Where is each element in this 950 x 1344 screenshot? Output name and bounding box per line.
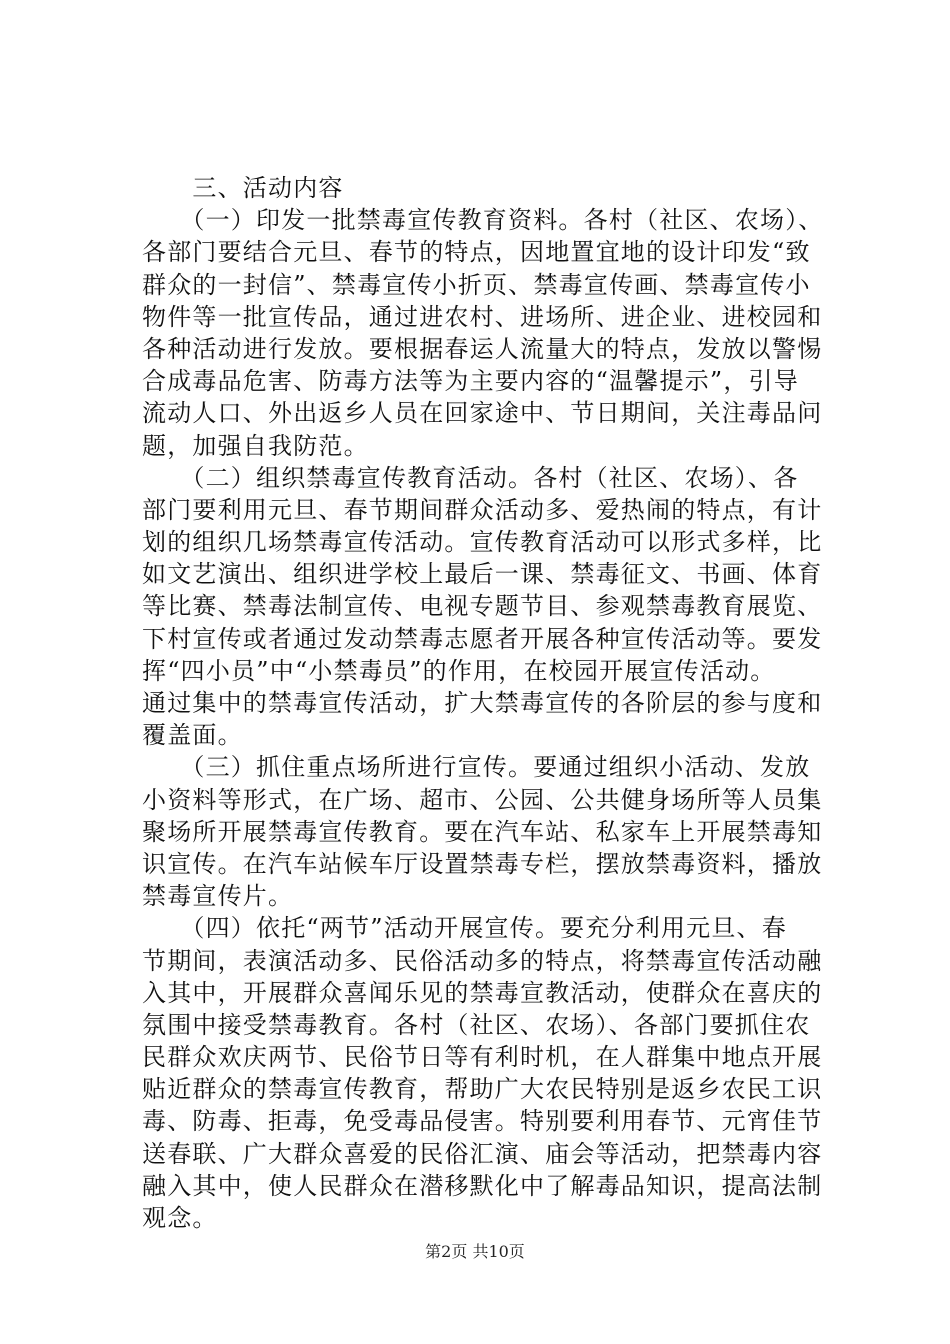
- paragraph-1-first-line: （一）印发一批禁毒宣传教育资料。各村（社区、农场）、: [142, 206, 824, 235]
- paragraph-2-line: 下村宣传或者通过发动禁毒志愿者开展各种宣传活动等。要发: [142, 624, 823, 653]
- paragraph-3-first-line: （三）抓住重点场所进行宣传。要通过组织小活动、发放: [142, 753, 811, 782]
- page-number-footer: 第2页 共10页: [425, 1242, 525, 1261]
- paragraph-2-first-line: （二）组织禁毒宣传教育活动。各村（社区、农场）、各: [142, 463, 799, 492]
- paragraph-2-line: 等比赛、禁毒法制宣传、电视专题节目、参观禁毒教育展览、: [142, 592, 823, 621]
- paragraph-1-line: 物件等一批宣传品，通过进农村、进场所、进企业、进校园和: [142, 302, 823, 331]
- paragraph-3-line: 小资料等形式，在广场、超市、公园、公共健身场所等人员集: [142, 785, 823, 814]
- paragraph-4-line: 送春联、广大群众喜爱的民俗汇演、庙会等活动，把禁毒内容: [142, 1139, 823, 1168]
- paragraph-1-line: 各部门要结合元旦、春节的特点，因地置宜地的设计印发“致: [142, 238, 811, 267]
- paragraph-4-line: 贴近群众的禁毒宣传教育，帮助广大农民特别是返乡农民工识: [142, 1075, 823, 1104]
- paragraph-1-last-line: 题，加强自我防范。: [142, 431, 369, 460]
- paragraph-4-first-line: （四）依托“两节”活动开展宣传。要充分利用元旦、春: [142, 914, 787, 943]
- paragraph-4-line: 氛围中接受禁毒教育。各村（社区、农场）、各部门要抓住农: [142, 1010, 811, 1039]
- paragraph-1-line: 合成毒品危害、防毒方法等为主要内容的“温馨提示”，引导: [142, 367, 799, 396]
- paragraph-4-line: 节期间，表演活动多、民俗活动多的特点，将禁毒宣传活动融: [142, 946, 823, 975]
- paragraph-2-last-line: 覆盖面。: [142, 721, 243, 750]
- paragraph-2-line: 如文艺演出、组织进学校上最后一课、禁毒征文、书画、体育: [142, 560, 823, 589]
- paragraph-1-line: 群众的一封信”、禁毒宣传小折页、禁毒宣传画、禁毒宣传小: [142, 270, 811, 299]
- document-body: [142, 172, 828, 1234]
- paragraph-4-line: 融入其中，使人民群众在潜移默化中了解毒品知识，提高法制: [142, 1171, 823, 1200]
- paragraph-4-line: 入其中，开展群众喜闻乐见的禁毒宣教活动，使群众在喜庆的: [142, 978, 823, 1007]
- paragraph-4-last-line: 观念。: [142, 1204, 218, 1232]
- paragraph-2-line: 挥“四小员”中“小禁毒员”的作用，在校园开展宣传活动。: [142, 656, 776, 685]
- paragraph-1-line: 流动人口、外出返乡人员在回家途中、节日期间，关注毒品问: [142, 399, 823, 428]
- paragraph-1-line: 各种活动进行发放。要根据春运人流量大的特点，发放以警惕: [142, 334, 823, 363]
- paragraph-4-line: 毒、防毒、拒毒，免受毒品侵害。特别要利用春节、元宵佳节: [142, 1107, 823, 1136]
- paragraph-2-line: 通过集中的禁毒宣传活动，扩大禁毒宣传的各阶层的参与度和: [142, 689, 823, 717]
- paragraph-3-line: 聚场所开展禁毒宣传教育。要在汽车站、私家车上开展禁毒知: [142, 817, 823, 846]
- section-heading: 三、活动内容: [142, 174, 344, 202]
- paragraph-2-line: 部门要利用元旦、春节期间群众活动多、爱热闹的特点，有计: [142, 495, 823, 524]
- paragraph-4-line: 民群众欢庆两节、民俗节日等有利时机，在人群集中地点开展: [142, 1043, 823, 1072]
- paragraph-3-last-line: 禁毒宣传片。: [142, 882, 294, 911]
- paragraph-2-line: 划的组织几场禁毒宣传活动。宣传教育活动可以形式多样，比: [142, 528, 823, 557]
- paragraph-3-line: 识宣传。在汽车站候车厅设置禁毒专栏，摆放禁毒资料，播放: [142, 849, 823, 878]
